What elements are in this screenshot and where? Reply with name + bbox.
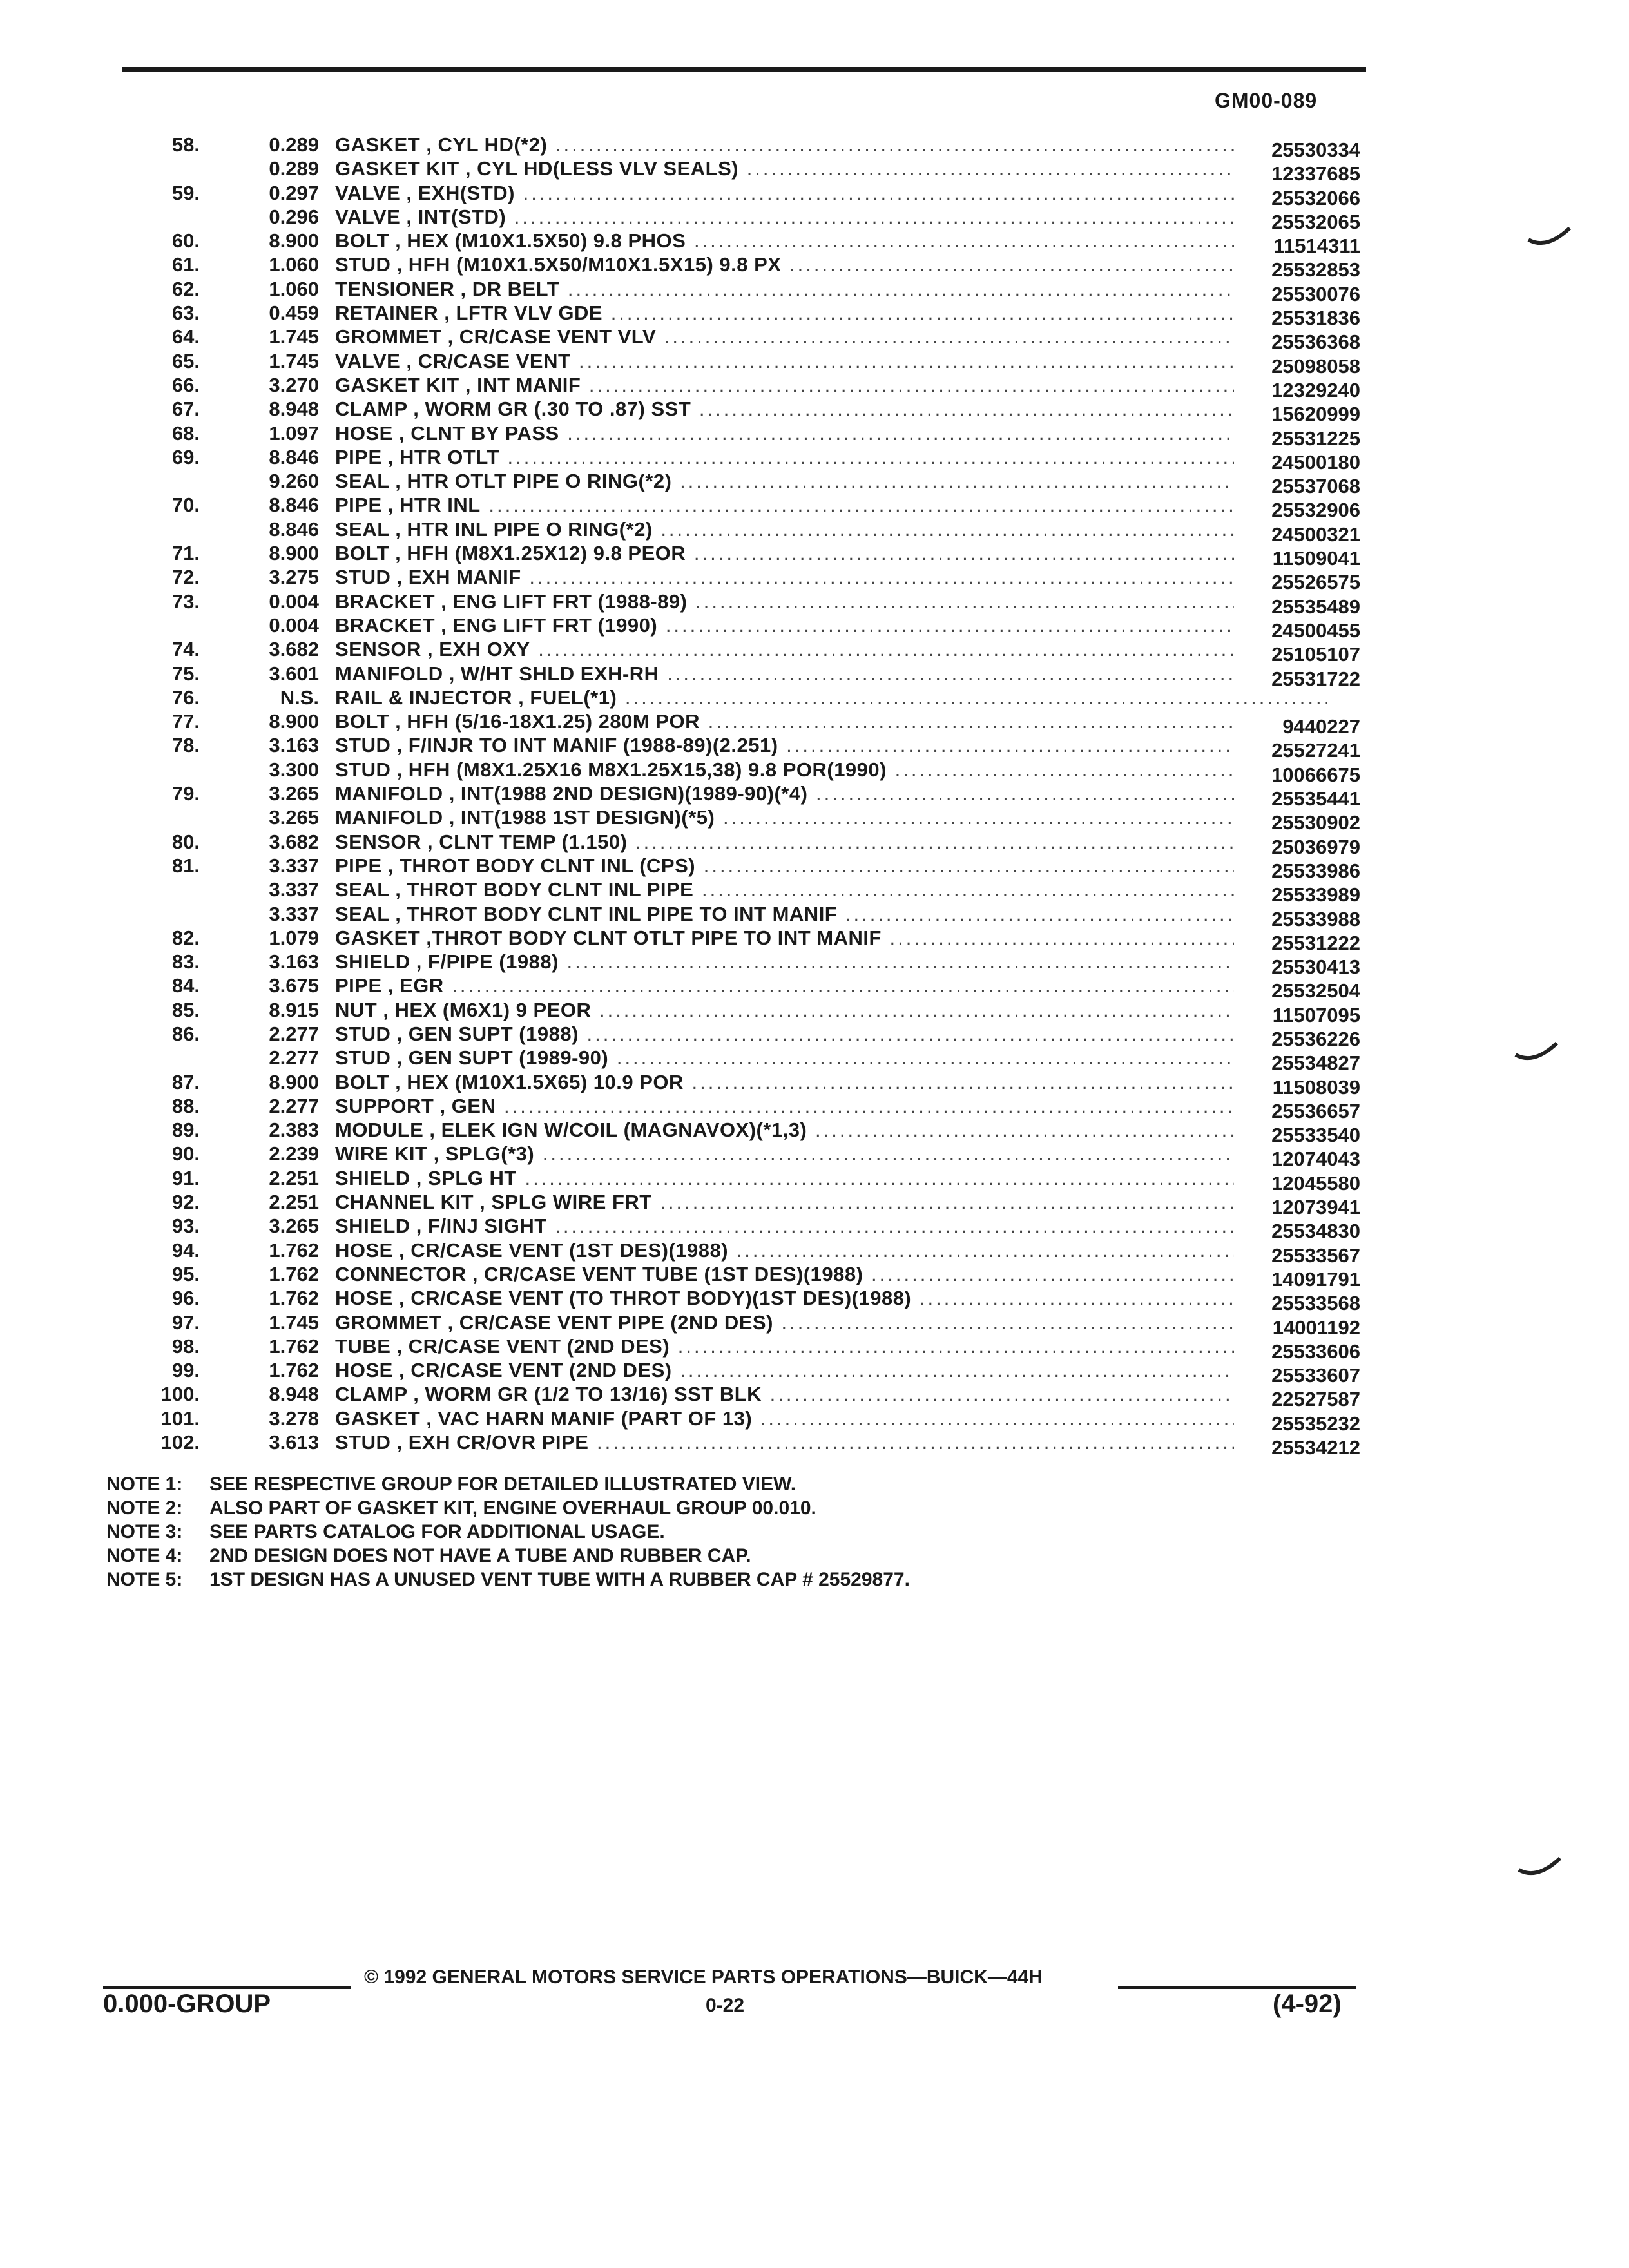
note-text: SEE PARTS CATALOG FOR ADDITIONAL USAGE. (209, 1521, 665, 1542)
part-row (116, 1262, 1379, 1291)
group-number: 3.682 (269, 830, 319, 853)
note-text: ALSO PART OF GASKET KIT, ENGINE OVERHAUL GROUP 00.010. (209, 1497, 816, 1519)
footer-rule-right (1118, 1986, 1356, 1989)
part-row (116, 1238, 1379, 1267)
part-description: PIPE , EGR ..... (335, 974, 1327, 997)
part-row (116, 1118, 1379, 1147)
item-number: 95. (171, 1262, 200, 1285)
group-number: 0.004 (269, 590, 319, 613)
part-row (116, 758, 1379, 786)
part-number: 11514311 (1234, 234, 1360, 258)
part-number: 25537068 (1234, 474, 1360, 498)
part-description: HOSE , CR/CASE VENT (1ST DES)(1988) ..... (335, 1238, 1327, 1262)
part-row (116, 637, 1379, 666)
item-number: 89. (171, 1119, 200, 1142)
part-number: 25532066 (1234, 186, 1360, 210)
note-text: 1ST DESIGN HAS A UNUSED VENT TUBE WITH A RUBBER CAP # 25529877. (209, 1569, 910, 1590)
group-number: 1.745 (269, 349, 319, 372)
group-number: 8.900 (269, 229, 319, 253)
part-row (116, 229, 1379, 258)
group-number: 1.060 (269, 253, 319, 276)
group-number: 1.745 (269, 325, 319, 349)
note-label: NOTE 1: (106, 1474, 183, 1495)
group-number: 2.251 (269, 1166, 319, 1189)
part-description: BOLT , HEX (M10X1.5X65) 10.9 POR ..... (335, 1070, 1327, 1094)
part-number: 24500455 (1234, 619, 1360, 642)
part-number: 22527587 (1234, 1387, 1360, 1411)
item-number: 78. (171, 734, 200, 757)
item-number: 73. (171, 590, 200, 613)
part-number: 11507095 (1234, 1003, 1360, 1027)
item-number: 86. (171, 1022, 200, 1045)
part-row (116, 709, 1379, 738)
item-number: 84. (171, 974, 200, 997)
group-number: 3.682 (269, 638, 319, 661)
part-row (116, 1430, 1379, 1459)
part-number: 25533989 (1234, 883, 1360, 907)
group-number: 3.163 (269, 950, 319, 974)
part-number: 25535232 (1234, 1412, 1360, 1436)
part-row (116, 590, 1379, 618)
notes-section (106, 1472, 910, 1591)
item-number: 69. (171, 445, 200, 468)
part-number: 25536226 (1234, 1027, 1360, 1051)
part-number: 25530334 (1234, 138, 1360, 162)
part-description: STUD , GEN SUPT (1989-90) ..... (335, 1046, 1327, 1070)
part-description: TUBE , CR/CASE VENT (2ND DES) ..... (335, 1334, 1327, 1358)
part-description: STUD , HFH (M8X1.25X16 M8X1.25X15,38) 9.8 POR(1990) ..... (335, 758, 1327, 782)
group-number: 9.260 (269, 470, 319, 493)
part-description: SHIELD , SPLG HT ..... (335, 1166, 1327, 1190)
part-description: MANIFOLD , INT(1988 2ND DESIGN)(1989-90)(*4) ..... (335, 782, 1327, 805)
item-number: 58. (171, 133, 200, 156)
part-description: CLAMP , WORM GR (1/2 TO 13/16) SST BLK ..... (335, 1382, 1327, 1406)
part-description: BRACKET , ENG LIFT FRT (1988-89) ..... (335, 590, 1327, 613)
part-row (116, 974, 1379, 1003)
item-number: 70. (171, 494, 200, 517)
part-number: 12073941 (1234, 1195, 1360, 1219)
group-number: 3.275 (269, 566, 319, 589)
item-number: 97. (171, 1311, 200, 1334)
part-description: STUD , EXH MANIF ..... (335, 565, 1327, 589)
item-number: 64. (171, 325, 200, 349)
group-number: 1.762 (269, 1262, 319, 1285)
group-number: 1.060 (269, 277, 319, 300)
group-number: 1.762 (269, 1238, 319, 1262)
part-row (116, 1214, 1379, 1243)
part-description: STUD , EXH CR/OVR PIPE ..... (335, 1430, 1327, 1454)
part-row (116, 1358, 1379, 1387)
item-number: 82. (171, 926, 200, 949)
note-text: 2ND DESIGN DOES NOT HAVE A TUBE AND RUBBER CAP. (209, 1545, 751, 1566)
part-row (116, 662, 1379, 690)
part-number: 25098058 (1234, 354, 1360, 378)
group-number: 0.004 (269, 613, 319, 637)
item-number: 90. (171, 1142, 200, 1166)
part-row (116, 733, 1379, 762)
part-description: NUT , HEX (M6X1) 9 PEOR ..... (335, 998, 1327, 1022)
group-number: 3.601 (269, 662, 319, 685)
part-row (116, 1190, 1379, 1219)
part-number: 25535489 (1234, 595, 1360, 619)
part-row (116, 493, 1379, 522)
item-number: 79. (171, 782, 200, 805)
item-number: 83. (171, 950, 200, 974)
part-description: WIRE KIT , SPLG(*3) ..... (335, 1142, 1327, 1166)
date-code: (4-92) (1273, 1990, 1342, 2018)
part-description: HOSE , CR/CASE VENT (TO THROT BODY)(1ST DES)(1988) ..... (335, 1286, 1327, 1310)
part-row (116, 565, 1379, 594)
group-number: 3.163 (269, 734, 319, 757)
group-number: 1.762 (269, 1359, 319, 1382)
item-number: 100. (160, 1383, 200, 1406)
part-description: CHANNEL KIT , SPLG WIRE FRT ..... (335, 1190, 1327, 1214)
part-row (116, 541, 1379, 570)
item-number: 88. (171, 1094, 200, 1117)
part-number: 25533606 (1234, 1340, 1360, 1363)
part-description: HOSE , CR/CASE VENT (2ND DES) ..... (335, 1358, 1327, 1382)
group-number: 3.613 (269, 1431, 319, 1454)
part-description: MANIFOLD , W/HT SHLD EXH-RH ..... (335, 662, 1327, 686)
note-line (106, 1544, 910, 1568)
part-number: 11509041 (1234, 546, 1360, 570)
part-description: BOLT , HEX (M10X1.5X50) 9.8 PHOS ..... (335, 229, 1327, 253)
note-line (106, 1568, 910, 1591)
part-row (116, 157, 1379, 186)
part-row (116, 854, 1379, 882)
group-number: 0.289 (269, 133, 319, 156)
part-number: 25532504 (1234, 979, 1360, 1003)
part-row (116, 1166, 1379, 1195)
part-number: 25536368 (1234, 330, 1360, 354)
part-number: 25530413 (1234, 955, 1360, 979)
group-number: 2.277 (269, 1022, 319, 1045)
part-description: SEAL , THROT BODY CLNT INL PIPE TO INT MANIF ..... (335, 902, 1327, 926)
part-description: BRACKET , ENG LIFT FRT (1990) ..... (335, 613, 1327, 637)
part-description: GASKET KIT , CYL HD(LESS VLV SEALS) ..... (335, 157, 1327, 180)
note-label: NOTE 2: (106, 1497, 183, 1519)
note-label: NOTE 4: (106, 1545, 183, 1566)
part-number: 25534827 (1234, 1051, 1360, 1075)
part-number: 25532065 (1234, 210, 1360, 234)
part-description: PIPE , HTR OTLT ..... (335, 445, 1327, 469)
part-row (116, 1334, 1379, 1363)
part-description: SEAL , THROT BODY CLNT INL PIPE ..... (335, 878, 1327, 901)
part-row (116, 277, 1379, 305)
part-number: 25530902 (1234, 811, 1360, 834)
part-description: SUPPORT , GEN ..... (335, 1094, 1327, 1118)
part-row (116, 373, 1379, 401)
item-number: 76. (171, 686, 200, 709)
item-number: 96. (171, 1287, 200, 1310)
part-row (116, 469, 1379, 498)
part-number: 12074043 (1234, 1147, 1360, 1171)
item-number: 99. (171, 1359, 200, 1382)
group-number: 3.270 (269, 373, 319, 396)
item-number: 77. (171, 710, 200, 733)
part-row (116, 782, 1379, 811)
part-number: 25533988 (1234, 907, 1360, 931)
group-number: 8.900 (269, 542, 319, 565)
part-number: 25105107 (1234, 642, 1360, 666)
part-description: MODULE , ELEK IGN W/COIL (MAGNAVOX)(*1,3) ..... (335, 1118, 1327, 1142)
item-number: 85. (171, 998, 200, 1021)
note-text: SEE RESPECTIVE GROUP FOR DETAILED ILLUSTRATED VIEW. (209, 1474, 796, 1495)
part-row (116, 1311, 1379, 1339)
item-number: 72. (171, 566, 200, 589)
group-number: 3.675 (269, 974, 319, 997)
parts-list (116, 133, 1379, 1459)
part-description: GASKET , VAC HARN MANIF (PART OF 13) ..... (335, 1407, 1327, 1430)
group-number: 3.278 (269, 1407, 319, 1430)
item-number: 59. (171, 181, 200, 204)
group-number: 2.277 (269, 1046, 319, 1070)
part-row (116, 1070, 1379, 1099)
document-code: GM00-089 (1215, 89, 1318, 112)
part-row (116, 349, 1379, 378)
part-row (116, 613, 1379, 642)
part-description: GASKET , CYL HD(*2) ..... (335, 133, 1327, 157)
part-description: BOLT , HFH (M8X1.25X12) 9.8 PEOR ..... (335, 541, 1327, 565)
part-number: 9440227 (1234, 715, 1360, 738)
group-number: 8.900 (269, 710, 319, 733)
group-number: 3.300 (269, 758, 319, 781)
part-number: 12337685 (1234, 162, 1360, 186)
part-description: RETAINER , LFTR VLV GDE ..... (335, 301, 1327, 325)
part-row (116, 325, 1379, 354)
part-description: GROMMET , CR/CASE VENT PIPE (2ND DES) ..... (335, 1311, 1327, 1334)
item-number: 75. (171, 662, 200, 685)
group-number: 8.846 (269, 445, 319, 468)
note-line (106, 1520, 910, 1544)
part-description: VALVE , CR/CASE VENT ..... (335, 349, 1327, 373)
item-number: 62. (171, 277, 200, 300)
part-description: MANIFOLD , INT(1988 1ST DESIGN)(*5) ..... (335, 805, 1327, 829)
part-row (116, 950, 1379, 979)
part-number: 25533607 (1234, 1363, 1360, 1387)
group-number: 8.948 (269, 1383, 319, 1406)
group-number: 1.762 (269, 1287, 319, 1310)
part-row (116, 1286, 1379, 1315)
part-description: HOSE , CLNT BY PASS ..... (335, 421, 1327, 445)
item-number: 61. (171, 253, 200, 276)
item-number: 102. (160, 1431, 200, 1454)
part-description: BOLT , HFH (5/16-18X1.25) 280M POR ..... (335, 709, 1327, 733)
group-number: 3.265 (269, 782, 319, 805)
item-number: 65. (171, 349, 200, 372)
part-description: CONNECTOR , CR/CASE VENT TUBE (1ST DES)(1988) ..... (335, 1262, 1327, 1286)
part-number: 25531225 (1234, 427, 1360, 450)
part-row (116, 421, 1379, 450)
item-number: 63. (171, 302, 200, 325)
item-number: 94. (171, 1238, 200, 1262)
part-row (116, 902, 1379, 930)
binder-hole-mark-middle (1514, 1041, 1559, 1066)
part-number: 12045580 (1234, 1171, 1360, 1195)
part-number: 24500180 (1234, 450, 1360, 474)
part-number: 25527241 (1234, 738, 1360, 762)
part-row (116, 205, 1379, 233)
part-number: 25531222 (1234, 931, 1360, 955)
copyright-line: © 1992 GENERAL MOTORS SERVICE PARTS OPERATIONS—BUICK—44H (364, 1966, 1043, 1988)
part-description: PIPE , THROT BODY CLNT INL (CPS) ..... (335, 854, 1327, 878)
part-number: 25533986 (1234, 859, 1360, 883)
part-row (116, 181, 1379, 209)
part-number: 25531836 (1234, 306, 1360, 330)
item-number: 81. (171, 854, 200, 877)
item-number: 80. (171, 830, 200, 853)
item-number: 74. (171, 638, 200, 661)
part-row (116, 878, 1379, 907)
group-number: 0.297 (269, 181, 319, 204)
item-number: 93. (171, 1215, 200, 1238)
part-number: 25536657 (1234, 1099, 1360, 1123)
part-number: 25533568 (1234, 1291, 1360, 1315)
group-number: 8.846 (269, 494, 319, 517)
group-label: 0.000-GROUP (103, 1990, 271, 2018)
part-description: TENSIONER , DR BELT ..... (335, 277, 1327, 301)
item-number: 66. (171, 373, 200, 396)
group-number: 2.251 (269, 1191, 319, 1214)
part-description: CLAMP , WORM GR (.30 TO .87) SST ..... (335, 397, 1327, 421)
part-description: GASKET ,THROT BODY CLNT OTLT PIPE TO INT MANIF ..... (335, 926, 1327, 950)
part-row (116, 1407, 1379, 1435)
group-number: 8.900 (269, 1070, 319, 1093)
group-number: 2.239 (269, 1142, 319, 1166)
group-number: 8.948 (269, 398, 319, 421)
note-label: NOTE 3: (106, 1521, 183, 1542)
binder-hole-mark-top (1527, 226, 1572, 251)
group-number: 2.383 (269, 1119, 319, 1142)
part-number: 25533567 (1234, 1244, 1360, 1267)
item-number: 87. (171, 1070, 200, 1093)
part-number: 25531722 (1234, 667, 1360, 691)
part-number: 25534212 (1234, 1436, 1360, 1459)
part-row (116, 1046, 1379, 1075)
part-number: 25532906 (1234, 498, 1360, 522)
group-number: 1.097 (269, 421, 319, 445)
item-number: 98. (171, 1334, 200, 1358)
part-row (116, 686, 1379, 709)
item-number: 71. (171, 542, 200, 565)
item-number: 60. (171, 229, 200, 253)
part-row (116, 1142, 1379, 1171)
part-description: PIPE , HTR INL ..... (335, 493, 1327, 517)
note-label: NOTE 5: (106, 1569, 183, 1590)
group-number: 1.745 (269, 1311, 319, 1334)
part-row (116, 397, 1379, 426)
part-description: SEAL , HTR OTLT PIPE O RING(*2) ..... (335, 469, 1327, 493)
part-description: RAIL & INJECTOR , FUEL(*1) ..... (335, 686, 1327, 709)
part-description: STUD , GEN SUPT (1988) ..... (335, 1022, 1327, 1046)
group-number: 2.277 (269, 1094, 319, 1117)
part-description: STUD , F/INJR TO INT MANIF (1988-89)(2.251) ..... (335, 733, 1327, 757)
part-row (116, 517, 1379, 546)
group-number: 3.265 (269, 1215, 319, 1238)
top-rule (122, 67, 1366, 72)
page-number: 0-22 (706, 1995, 745, 2016)
part-number: 24500321 (1234, 523, 1360, 546)
part-row (116, 301, 1379, 330)
part-row (116, 1022, 1379, 1050)
part-row (116, 1382, 1379, 1411)
item-number: 67. (171, 398, 200, 421)
part-number: 25036979 (1234, 835, 1360, 859)
footer-rule-left (103, 1986, 351, 1989)
part-row (116, 133, 1379, 161)
part-description: SENSOR , CLNT TEMP (1.150) ..... (335, 830, 1327, 854)
binder-hole-mark-bottom (1518, 1856, 1563, 1881)
group-number: 8.915 (269, 998, 319, 1021)
part-number: 25534830 (1234, 1219, 1360, 1243)
part-description: GASKET KIT , INT MANIF ..... (335, 373, 1327, 397)
part-number: 15620999 (1234, 402, 1360, 426)
item-number: 92. (171, 1191, 200, 1214)
part-number: 25532853 (1234, 258, 1360, 282)
group-number: 1.079 (269, 926, 319, 949)
part-description: SEAL , HTR INL PIPE O RING(*2) ..... (335, 517, 1327, 541)
group-number: 0.296 (269, 205, 319, 228)
part-number: 10066675 (1234, 763, 1360, 787)
part-description: SHIELD , F/PIPE (1988) ..... (335, 950, 1327, 974)
group-number: 3.265 (269, 806, 319, 829)
part-description: SENSOR , EXH OXY ..... (335, 637, 1327, 661)
part-description: SHIELD , F/INJ SIGHT ..... (335, 1214, 1327, 1238)
group-number: 1.762 (269, 1334, 319, 1358)
group-number: 3.337 (269, 878, 319, 901)
part-row (116, 830, 1379, 858)
part-row (116, 253, 1379, 282)
part-row (116, 926, 1379, 954)
part-number: 25533540 (1234, 1123, 1360, 1147)
item-number: 68. (171, 421, 200, 445)
group-number: N.S. (280, 686, 319, 709)
group-number: 8.846 (269, 517, 319, 541)
group-number: 0.459 (269, 302, 319, 325)
group-number: 0.289 (269, 157, 319, 180)
part-description: VALVE , INT(STD) ..... (335, 205, 1327, 229)
part-row (116, 445, 1379, 474)
part-number: 25530076 (1234, 282, 1360, 306)
part-number: 25526575 (1234, 570, 1360, 594)
group-number: 3.337 (269, 854, 319, 877)
item-number: 91. (171, 1166, 200, 1189)
part-description: GROMMET , CR/CASE VENT VLV ..... (335, 325, 1327, 349)
part-description: VALVE , EXH(STD) ..... (335, 181, 1327, 205)
part-description: STUD , HFH (M10X1.5X50/M10X1.5X15) 9.8 PX ..... (335, 253, 1327, 276)
part-row (116, 805, 1379, 834)
note-line (106, 1496, 910, 1520)
part-number: 12329240 (1234, 378, 1360, 402)
part-row (116, 998, 1379, 1026)
group-number: 3.337 (269, 902, 319, 925)
part-number: 25535441 (1234, 787, 1360, 811)
part-number: 11508039 (1234, 1075, 1360, 1099)
item-number: 101. (160, 1407, 200, 1430)
part-number: 14091791 (1234, 1267, 1360, 1291)
note-line (106, 1472, 910, 1496)
part-number: 14001192 (1234, 1316, 1360, 1340)
part-row (116, 1094, 1379, 1122)
